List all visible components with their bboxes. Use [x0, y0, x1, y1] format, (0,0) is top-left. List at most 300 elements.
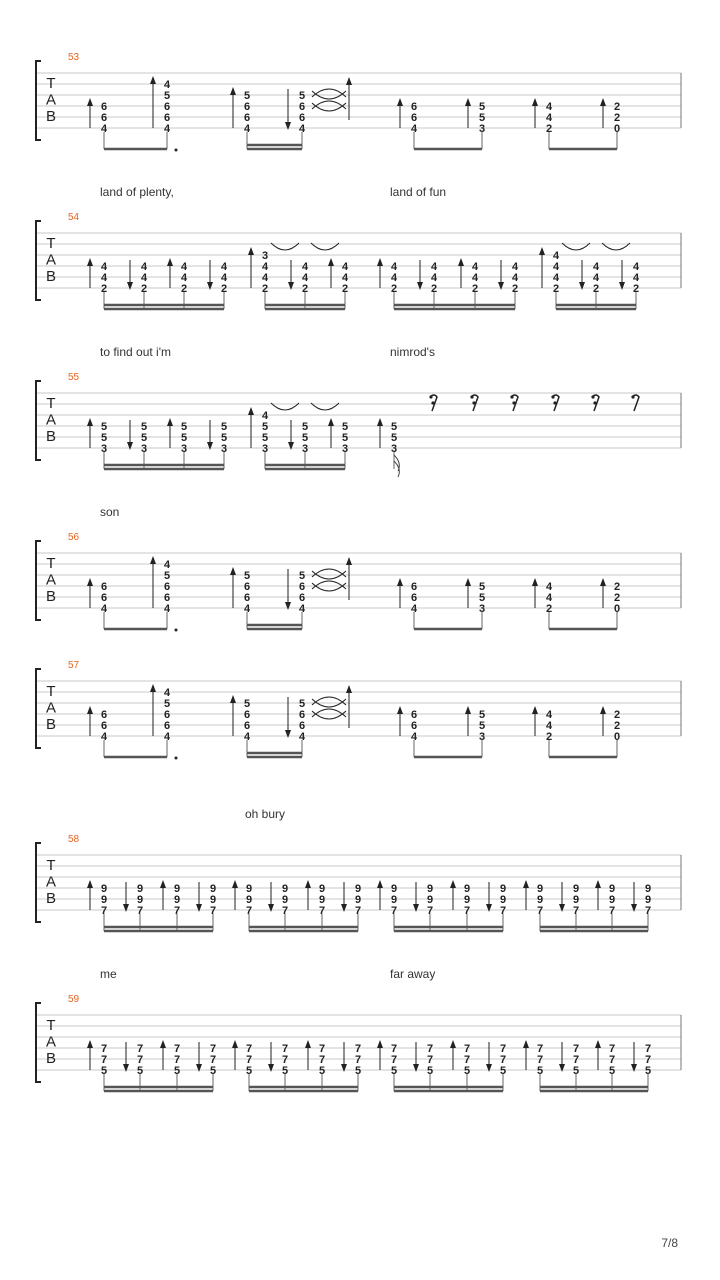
fret-number: 7: [136, 1043, 144, 1055]
rest-dot: [431, 401, 434, 404]
fret-number: 5: [173, 1065, 181, 1077]
fret-number: 9: [390, 883, 398, 895]
fret-number: 5: [163, 570, 171, 582]
fret-number: 9: [572, 894, 580, 906]
tab-clef-letter: B: [45, 716, 57, 733]
fret-number: 5: [261, 432, 269, 444]
fret-number: 9: [318, 883, 326, 895]
fret-number: 4: [410, 603, 418, 615]
fret-number: 4: [298, 123, 306, 135]
lyric: land of fun: [390, 185, 447, 199]
fret-number: 4: [471, 272, 479, 284]
fret-number: 4: [140, 272, 148, 284]
fret-number: 7: [608, 905, 616, 917]
fret-number: 4: [632, 272, 640, 284]
fret-number: 5: [245, 1065, 253, 1077]
fret-number: 7: [572, 1043, 580, 1055]
tie: [312, 709, 346, 717]
arrow-up-icon: [248, 247, 254, 255]
fret-number: 9: [426, 883, 434, 895]
fret-number: 4: [100, 731, 108, 743]
lyric: me: [100, 967, 117, 981]
fret-number: 5: [318, 1065, 326, 1077]
fret-number: 2: [613, 581, 621, 593]
arrow-up-icon: [230, 567, 236, 575]
fret-number: 7: [318, 905, 326, 917]
arrow-down-icon: [619, 282, 625, 290]
fret-number: 9: [100, 894, 108, 906]
fret-number: 2: [552, 283, 560, 295]
fret-number: 5: [100, 432, 108, 444]
fret-number: 6: [410, 581, 418, 593]
fret-number: 5: [298, 90, 306, 102]
fret-number: 2: [511, 283, 519, 295]
fret-number: 4: [592, 261, 600, 273]
arrow-up-icon: [150, 684, 156, 692]
lyric: to find out i'm: [100, 345, 171, 359]
fret-number: 7: [499, 1054, 507, 1066]
fret-number: 4: [261, 272, 269, 284]
fret-number: 7: [100, 905, 108, 917]
fret-number: 9: [354, 894, 362, 906]
fret-number: 4: [390, 272, 398, 284]
arrow-up-icon: [346, 77, 352, 85]
fret-number: 7: [245, 1043, 253, 1055]
fret-number: 9: [463, 894, 471, 906]
arrow-up-icon: [450, 880, 456, 888]
fret-number: 5: [163, 90, 171, 102]
fret-number: 4: [163, 731, 171, 743]
fret-number: 4: [243, 731, 251, 743]
fret-number: 4: [341, 261, 349, 273]
fret-number: 4: [545, 581, 553, 593]
arrow-down-icon: [498, 282, 504, 290]
fret-number: 5: [478, 592, 486, 604]
fret-number: 4: [220, 272, 228, 284]
fret-number: 3: [220, 443, 228, 455]
fret-number: 7: [463, 1054, 471, 1066]
fret-number: 4: [243, 123, 251, 135]
fret-number: 2: [301, 283, 309, 295]
fret-number: 6: [100, 709, 108, 721]
rest-dot: [591, 395, 594, 398]
tab-clef-letter: A: [45, 251, 57, 269]
fret-number: 7: [281, 1043, 289, 1055]
fret-number: 3: [261, 250, 269, 262]
rest-dot: [553, 401, 556, 404]
fret-number: 6: [410, 112, 418, 124]
fret-number: 4: [545, 709, 553, 721]
fret-number: 5: [478, 581, 486, 593]
fret-number: 4: [301, 272, 309, 284]
fret-number: 4: [100, 261, 108, 273]
fret-number: 7: [608, 1043, 616, 1055]
fret-number: 4: [511, 261, 519, 273]
arrow-up-icon: [160, 880, 166, 888]
fret-number: 5: [209, 1065, 217, 1077]
arrow-down-icon: [288, 442, 294, 450]
fret-number: 5: [478, 709, 486, 721]
arrow-up-icon: [377, 1040, 383, 1048]
arrow-up-icon: [600, 578, 606, 586]
measure-number: 58: [68, 834, 80, 845]
arrow-up-icon: [87, 706, 93, 714]
fret-number: 5: [261, 421, 269, 433]
arrow-up-icon: [150, 76, 156, 84]
fret-number: 4: [140, 261, 148, 273]
fret-number: 2: [471, 283, 479, 295]
fret-number: 3: [100, 443, 108, 455]
fret-number: 9: [281, 894, 289, 906]
fret-number: 9: [644, 883, 652, 895]
tab-clef-letter: A: [45, 873, 57, 891]
fret-number: 4: [511, 272, 519, 284]
fret-number: 2: [613, 592, 621, 604]
arrow-down-icon: [207, 282, 213, 290]
arrow-down-icon: [579, 282, 585, 290]
rest-dot: [472, 401, 475, 404]
fret-number: 9: [644, 894, 652, 906]
fret-number: 6: [410, 101, 418, 113]
fret-number: 5: [572, 1065, 580, 1077]
arrow-down-icon: [417, 282, 423, 290]
arrow-up-icon: [346, 685, 352, 693]
fret-number: 7: [536, 1054, 544, 1066]
fret-number: 6: [243, 101, 251, 113]
fret-number: 7: [245, 905, 253, 917]
fret-number: 5: [243, 698, 251, 710]
fret-number: 7: [173, 1054, 181, 1066]
fret-number: 0: [613, 731, 621, 743]
rest-dot: [631, 395, 634, 398]
arrow-down-icon: [486, 904, 492, 912]
fret-number: 5: [390, 421, 398, 433]
fret-number: 4: [163, 603, 171, 615]
fret-number: 5: [354, 1065, 362, 1077]
fret-number: 7: [390, 905, 398, 917]
fret-number: 5: [536, 1065, 544, 1077]
fret-number: 3: [261, 443, 269, 455]
fret-number: 4: [430, 261, 438, 273]
fret-number: 7: [390, 1054, 398, 1066]
fret-number: 2: [140, 283, 148, 295]
fret-number: 6: [243, 709, 251, 721]
fret-number: 5: [644, 1065, 652, 1077]
fret-number: 7: [354, 1054, 362, 1066]
tie: [312, 569, 346, 577]
fret-number: 7: [499, 905, 507, 917]
fret-number: 7: [354, 1043, 362, 1055]
arrow-up-icon: [248, 407, 254, 415]
fret-number: 7: [281, 1054, 289, 1066]
arrow-up-icon: [450, 1040, 456, 1048]
fret-number: 4: [592, 272, 600, 284]
arrow-up-icon: [328, 258, 334, 266]
tab-clef-letter: B: [45, 268, 57, 285]
tab-clef-letter: T: [46, 75, 56, 92]
fret-number: 9: [499, 883, 507, 895]
tab-clef-letter: A: [45, 91, 57, 109]
fret-number: 7: [209, 1043, 217, 1055]
fret-number: 5: [298, 698, 306, 710]
fret-number: 5: [243, 90, 251, 102]
fret-number: 4: [163, 559, 171, 571]
fret-number: 5: [163, 698, 171, 710]
arrow-down-icon: [631, 1064, 637, 1072]
fret-number: 9: [499, 894, 507, 906]
lyric: son: [100, 505, 120, 519]
tab-clef-letter: B: [45, 588, 57, 605]
arrow-up-icon: [328, 418, 334, 426]
fret-number: 6: [163, 112, 171, 124]
fret-number: 7: [100, 1043, 108, 1055]
fret-number: 0: [613, 123, 621, 135]
fret-number: 4: [298, 731, 306, 743]
fret-number: 7: [136, 1054, 144, 1066]
fret-number: 5: [478, 101, 486, 113]
arrow-up-icon: [87, 98, 93, 106]
arrow-up-icon: [532, 706, 538, 714]
arrow-up-icon: [87, 1040, 93, 1048]
fret-number: 7: [136, 905, 144, 917]
fret-number: 4: [243, 603, 251, 615]
tab-clef-letter: B: [45, 108, 57, 125]
measure-number: 56: [68, 532, 80, 543]
arrow-up-icon: [87, 880, 93, 888]
tab-clef-letter: B: [45, 890, 57, 907]
fret-number: 4: [552, 261, 560, 273]
fret-number: 4: [632, 261, 640, 273]
measure-number: 59: [68, 994, 80, 1005]
fret-number: 7: [463, 1043, 471, 1055]
arrow-up-icon: [160, 1040, 166, 1048]
fret-number: 7: [644, 1054, 652, 1066]
dot: [175, 149, 178, 152]
arrow-down-icon: [413, 904, 419, 912]
fret-number: 9: [608, 883, 616, 895]
arrow-down-icon: [268, 1064, 274, 1072]
fret-number: 3: [140, 443, 148, 455]
tab-clef-letter: T: [46, 395, 56, 412]
fret-number: 5: [478, 720, 486, 732]
arrow-down-icon: [207, 442, 213, 450]
note-flag: [394, 455, 399, 477]
fret-number: 3: [390, 443, 398, 455]
fret-number: 4: [180, 261, 188, 273]
arrow-up-icon: [595, 1040, 601, 1048]
fret-number: 4: [163, 79, 171, 91]
fret-number: 9: [390, 894, 398, 906]
arrow-down-icon: [631, 904, 637, 912]
fret-number: 6: [298, 592, 306, 604]
tab-clef-letter: B: [45, 1050, 57, 1067]
fret-number: 7: [100, 1054, 108, 1066]
fret-number: 5: [220, 421, 228, 433]
fret-number: 4: [163, 123, 171, 135]
fret-number: 7: [426, 905, 434, 917]
arrow-up-icon: [397, 578, 403, 586]
arrow-up-icon: [465, 706, 471, 714]
arrow-down-icon: [127, 282, 133, 290]
fret-number: 4: [180, 272, 188, 284]
fret-number: 6: [163, 581, 171, 593]
fret-number: 7: [426, 1054, 434, 1066]
arrow-up-icon: [87, 258, 93, 266]
tab-clef-letter: T: [46, 235, 56, 252]
arrow-up-icon: [397, 706, 403, 714]
fret-number: 0: [613, 603, 621, 615]
fret-number: 5: [140, 432, 148, 444]
fret-number: 6: [243, 720, 251, 732]
measure-number: 57: [68, 660, 80, 671]
fret-number: 2: [180, 283, 188, 295]
tab-clef-letter: A: [45, 571, 57, 589]
fret-number: 9: [318, 894, 326, 906]
fret-number: 7: [318, 1054, 326, 1066]
fret-number: 4: [410, 123, 418, 135]
fret-number: 9: [173, 883, 181, 895]
fret-number: 6: [243, 112, 251, 124]
fret-number: 4: [545, 720, 553, 732]
fret-number: 3: [478, 123, 486, 135]
fret-number: 5: [243, 570, 251, 582]
fret-number: 5: [390, 1065, 398, 1077]
fret-number: 2: [613, 112, 621, 124]
tab-clef-letter: T: [46, 1017, 56, 1034]
fret-number: 4: [261, 410, 269, 422]
fret-number: 4: [298, 603, 306, 615]
fret-number: 4: [163, 687, 171, 699]
fret-number: 4: [261, 261, 269, 273]
fret-number: 7: [281, 905, 289, 917]
fret-number: 2: [613, 720, 621, 732]
arrow-up-icon: [87, 578, 93, 586]
fret-number: 5: [426, 1065, 434, 1077]
arrow-down-icon: [288, 282, 294, 290]
fret-number: 5: [301, 432, 309, 444]
fret-number: 5: [301, 421, 309, 433]
fret-number: 9: [209, 894, 217, 906]
fret-number: 9: [245, 894, 253, 906]
tab-clef-letter: T: [46, 857, 56, 874]
fret-number: 6: [410, 592, 418, 604]
fret-number: 4: [100, 272, 108, 284]
fret-number: 9: [209, 883, 217, 895]
arrow-up-icon: [532, 98, 538, 106]
arrow-up-icon: [305, 880, 311, 888]
fret-number: 3: [341, 443, 349, 455]
arrow-down-icon: [559, 1064, 565, 1072]
fret-number: 7: [354, 905, 362, 917]
arrow-up-icon: [167, 258, 173, 266]
fret-number: 6: [298, 720, 306, 732]
fret-number: 4: [545, 112, 553, 124]
tie: [312, 89, 346, 97]
fret-number: 6: [163, 101, 171, 113]
fret-number: 9: [281, 883, 289, 895]
fret-number: 6: [100, 112, 108, 124]
fret-number: 2: [545, 603, 553, 615]
arrow-up-icon: [305, 1040, 311, 1048]
measure-number: 55: [68, 372, 80, 383]
tab-clef-letter: A: [45, 411, 57, 429]
fret-number: 5: [180, 432, 188, 444]
page-number: 7/8: [661, 1236, 678, 1250]
arrow-up-icon: [232, 1040, 238, 1048]
arrow-up-icon: [595, 880, 601, 888]
fret-number: 5: [341, 432, 349, 444]
arrow-down-icon: [196, 1064, 202, 1072]
fret-number: 6: [100, 720, 108, 732]
arrow-up-icon: [232, 880, 238, 888]
arrow-up-icon: [458, 258, 464, 266]
arrow-down-icon: [559, 904, 565, 912]
fret-number: 4: [301, 261, 309, 273]
fret-number: 3: [478, 603, 486, 615]
fret-number: 7: [572, 905, 580, 917]
fret-number: 9: [354, 883, 362, 895]
fret-number: 5: [478, 112, 486, 124]
fret-number: 4: [552, 272, 560, 284]
rest-dot: [593, 401, 596, 404]
lyric: nimrod's: [390, 345, 435, 359]
fret-number: 5: [463, 1065, 471, 1077]
fret-number: 4: [341, 272, 349, 284]
fret-number: 2: [100, 283, 108, 295]
fret-number: 7: [209, 905, 217, 917]
fret-number: 7: [173, 1043, 181, 1055]
arrow-up-icon: [532, 578, 538, 586]
fret-number: 6: [100, 101, 108, 113]
fret-number: 4: [545, 101, 553, 113]
fret-number: 2: [341, 283, 349, 295]
arrow-up-icon: [87, 418, 93, 426]
fret-number: 5: [180, 421, 188, 433]
rest-dot: [551, 395, 554, 398]
tie: [312, 711, 346, 719]
arrow-up-icon: [377, 258, 383, 266]
rest-dot: [429, 395, 432, 398]
fret-number: 2: [613, 709, 621, 721]
fret-number: 9: [608, 894, 616, 906]
rest-dot: [470, 395, 473, 398]
fret-number: 4: [220, 261, 228, 273]
fret-number: 2: [220, 283, 228, 295]
tie: [312, 103, 346, 111]
arrow-down-icon: [123, 904, 129, 912]
fret-number: 9: [245, 883, 253, 895]
arrow-up-icon: [377, 418, 383, 426]
fret-number: 6: [298, 112, 306, 124]
fret-number: 7: [209, 1054, 217, 1066]
fret-number: 7: [318, 1043, 326, 1055]
fret-number: 5: [100, 421, 108, 433]
fret-number: 6: [298, 709, 306, 721]
arrow-down-icon: [285, 602, 291, 610]
arrow-up-icon: [600, 706, 606, 714]
fret-number: 7: [536, 905, 544, 917]
fret-number: 9: [136, 894, 144, 906]
fret-number: 5: [140, 421, 148, 433]
arrow-up-icon: [377, 880, 383, 888]
fret-number: 5: [390, 432, 398, 444]
fret-number: 4: [100, 603, 108, 615]
arrow-up-icon: [230, 695, 236, 703]
fret-number: 5: [499, 1065, 507, 1077]
fret-number: 6: [298, 101, 306, 113]
arrow-down-icon: [341, 1064, 347, 1072]
fret-number: 2: [430, 283, 438, 295]
